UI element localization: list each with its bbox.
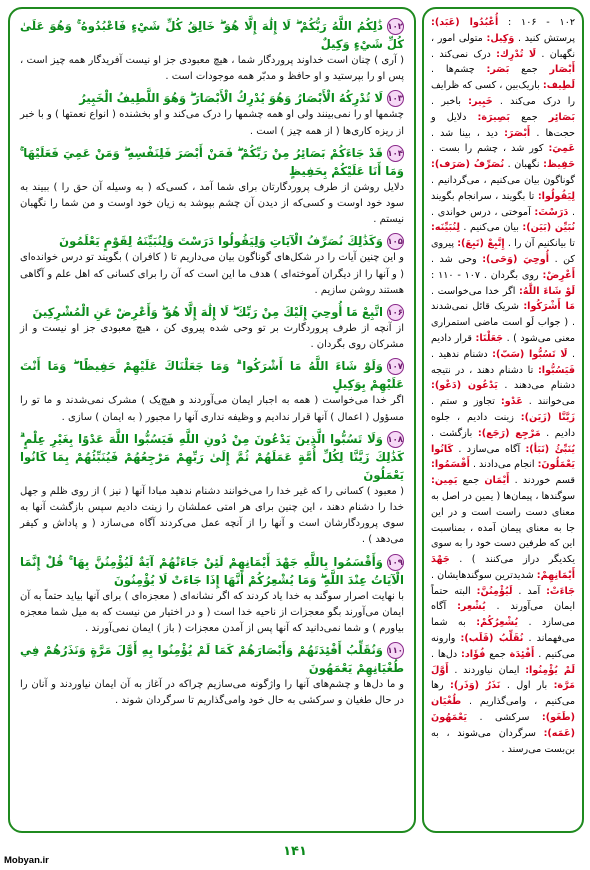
glossary-meaning: سوگندها ، پیمان‌ها ( یمین در اصل به معنای دست راست است و در این جا به معنای پیمان آمده ، بمناسبت این که طرفین دست خود را به سوی یکدیگر دراز می‌کنند ) . [431, 490, 575, 566]
verse-translation: ( آری ) چنان است خداوند پروردگار شما ، هیچ معبودی جز او نیست آفریدگار همه چیز است ، پس او را بپرستید و او حافظ و مدبّر همه موجودات است . [20, 55, 404, 83]
glossary-word: لَمْ يُؤْمِنُوا: [525, 664, 575, 676]
verse-arabic-text: وَكَذَٰلِكَ نُصَرِّفُ الْآيَاتِ وَلِيَقُولُوا دَرَسْتَ وَلِنُبَيِّنَهُ لِقَوْمٍ يَعْلَمُونَ [59, 234, 383, 249]
verse-arabic [20, 303, 404, 321]
verse-translation: دلایل روشن از طرف پروردگارتان برای شما آمد ، کسی‌که ( به وسیله آن حق را ) ببیند به سود خود اوست و کسی‌که از دیدن آن چشم بپوشد به زیان خود اوست و من شما را نگهبان نیستم . [20, 181, 404, 226]
verse-translation: و ما دل‌ها و چشم‌های آنها را واژگونه می‌سازیم چراکه در آغاز به آن ایمان نیاوردند و آنان را در حال طغیان و سرکشی به حال خود وامی‌گذاریم تا سرگردان شوند . [20, 679, 404, 707]
glossary-word: نَذَرُ (وَذَر): [450, 680, 501, 692]
verse-number-badge: ۱۰۶ [387, 304, 404, 321]
glossary-word: جَعَلْنَا: [475, 332, 504, 344]
glossary-word: نُبَيِّن (بَيَن): [522, 222, 575, 234]
glossary-meaning: رها می‌کنیم ، وامی‌گذاریم . [431, 680, 575, 708]
verse-arabic [20, 144, 404, 180]
glossary-meaning: انجام می‌دادند . [469, 459, 538, 471]
glossary-word: لَا تُدْرِك: [496, 48, 537, 60]
glossary-panel [422, 7, 584, 833]
glossary-word: يَدْعُون (دَعْو): [431, 380, 498, 392]
verse-arabic-text: وَلَا تَسُبُّوا الَّذِينَ يَدْعُونَ مِنْ دُونِ اللَّهِ فَيَسُبُّوا اللَّهَ عَدْوًا بِغَيْرِ عِلْمٍ ۗ كَذَٰلِكَ زَيَّنَّا لِكُلِّ أُمَّةٍ عَمَلَهُمْ ثُمَّ إِلَىٰ رَبِّهِمْ مَرْجِعُهُمْ فَيُنَبِّئُهُمْ بِمَا كَانُوا يَعْمَلُونَ [20, 431, 404, 482]
watermark: Mobyan.ir [4, 855, 49, 866]
glossary-word: لِيَقُولُوا: [537, 190, 575, 202]
glossary-word: أُوحِيَ (وَحَى): [482, 253, 550, 265]
glossary-word: أَيْمَان [484, 475, 510, 487]
verse-arabic [20, 89, 404, 107]
verse-arabic-text: وَلَوْ شَاءَ اللَّهُ مَا أَشْرَكُوا ۗ وَمَا جَعَلْنَاكَ عَلَيْهِمْ حَفِيظًا ۖ وَمَا أَنْتَ عَلَيْهِمْ بِوَكِيلٍ [20, 359, 404, 392]
glossary-word: يَمِين: [431, 475, 458, 487]
glossary-meaning: چشم‌ها . [431, 64, 487, 76]
glossary-meaning: نگهبان . [504, 159, 544, 171]
verse-number-badge: ۱۰۹ [387, 554, 404, 571]
glossary-meaning: ۱۰۷ - ۱۱۰ : [431, 269, 481, 281]
glossary-meaning: شدیدترین سوگندهایشان . [431, 569, 537, 581]
verses-list [10, 9, 414, 720]
glossary-word: طُغْيَان (طَغَو): [431, 696, 575, 724]
verse-arabic-text: وَأَقْسَمُوا بِاللَّهِ جَهْدَ أَيْمَانِهِمْ لَئِنْ جَاءَتْهُمْ آيَةٌ لَيُؤْمِنُنَّ بِهَا ۚ قُلْ إِنَّمَا الْآيَاتُ عِنْدَ اللَّهِ ۖ وَمَا يُشْعِرُكُمْ أَنَّهَا إِذَا جَاءَتْ لَا يُؤْمِنُونَ [20, 554, 404, 587]
glossary-word: دَرَسْتَ: [534, 206, 569, 218]
glossary-meaning: وارونه می‌کنیم . [431, 633, 576, 660]
glossary-meaning: آگاه می‌سازد . [431, 601, 576, 629]
glossary-meaning: باخبر . [431, 95, 469, 107]
glossary-word: يُنَبِّئُ (نَبَأ): [525, 443, 575, 455]
glossary-meaning: زینت دادیم ، جلوه دادیم . [431, 411, 575, 439]
verse-arabic-text: ذَٰلِكُمُ اللَّهُ رَبُّكُمْ ۖ لَا إِلَٰهَ إِلَّا هُوَ ۖ خَالِقُ كُلِّ شَيْءٍ فَاعْبُدُوهُ ۚ وَهُوَ عَلَىٰ كُلِّ شَيْءٍ وَكِيلٌ [20, 19, 404, 51]
glossary-word: حَفِيظ: [543, 159, 575, 171]
verse-arabic-text: اتَّبِعْ مَا أُوحِيَ إِلَيْكَ مِنْ رَبِّكَ ۖ لَا إِلَٰهَ إِلَّا هُوَ ۖ وَأَعْرِضْ عَنِ الْمُشْرِكِينَ [32, 305, 383, 320]
glossary-meaning: می‌خوانند . [522, 396, 575, 408]
glossary-meaning: قسم خوردند . [509, 475, 575, 487]
glossary-word: أَبْصَار [549, 64, 575, 76]
glossary-meaning: اگر خدا می‌خواست . [431, 285, 520, 297]
glossary-word: عَدْو: [500, 396, 523, 408]
glossary-word: مَا أَشْرَكُوا: [523, 301, 575, 313]
glossary-meaning: دل‌ها . [431, 648, 461, 660]
glossary-word: أُعْبُدُوا (عَبَد): [431, 17, 499, 28]
verse-translation: اگر خدا می‌خواست ( همه به اجبار ایمان می‌آوردند و هیچ‌یک ) مشرک نمی‌شدند و ما تو را مسؤول ( اعمال ) آنها قرار ندادیم و وظیفه نداری آنها را مجبور ( به ایمان ) سازی . [20, 395, 404, 423]
glossary-meaning: سرکشی . [467, 712, 542, 724]
glossary-meaning: سرگردان می‌شوند ، به بن‌بست می‌رسند . [431, 727, 575, 755]
glossary-word: بَصِيرَة: [477, 111, 510, 123]
verse-translation: با نهایت اصرار سوگند به خدا یاد کردند که اگر نشانه‌ای ( معجزه‌ای ) برای آنها بیاید حتماً به آن ایمان می‌آورند بگو معجزات از ناحیه خدا است ( و در اختیار من نیست که به میل شما معجزه بیاورم ) و شما نمی‌دانید که آنها پس از آمدن معجزات ( باز ) ایمان نمی‌آورند . [20, 590, 404, 635]
verse-arabic [20, 430, 404, 484]
glossary-text [431, 15, 575, 757]
glossary-word: مَرْجِع (رَجَع): [477, 427, 541, 439]
glossary-meaning: گوناگون بیان می‌کنیم ، می‌گردانیم . [431, 174, 575, 186]
glossary-meaning: جمع [485, 648, 510, 660]
glossary-word: لَطِيف: [542, 80, 575, 92]
verse-translation: ( معبود ) کسانی را که غیر خدا را می‌خوانند دشنام ندهید مبادا آنها ( نیز ) از روی ظلم و جهل خدا را دشنام دهند ، این چنین برای هر امتی عملشان را زینت دادیم سپس بازگشت آنها به سوی پروردگارشان است و آنها را از آنچه عمل می‌کردند آگاه می‌سازد ( و پاداش و کیفر می‌دهد ) . [20, 485, 404, 546]
glossary-word: يُشْعِرُكُمْ: [476, 617, 518, 629]
verse-number-badge: ۱۰۵ [387, 233, 404, 250]
glossary-meaning: وحی شد . [431, 253, 483, 265]
page-frame [6, 5, 584, 841]
verse-arabic-text: وَنُقَلِّبُ أَفْئِدَتَهُمْ وَأَبْصَارَهُمْ كَمَا لَمْ يُؤْمِنُوا بِهِ أَوَّلَ مَرَّةٍ وَنَذَرُهُمْ فِي طُغْيَانِهِمْ يَعْمَهُونَ [20, 643, 404, 676]
glossary-meaning: البته حتماً ایمان می‌آورند . [431, 585, 576, 613]
verse-arabic-text: لَا تُدْرِكُهُ الْأَبْصَارُ وَهُوَ يُدْرِكُ الْأَبْصَارَ ۖ وَهُوَ اللَّطِيفُ الْخَبِيرُ [79, 91, 383, 106]
verse-number-badge: ۱۰۲ [387, 18, 404, 35]
verse-arabic [20, 232, 404, 250]
glossary-word: إِتَّبِعْ (تَبِعَ): [457, 238, 505, 250]
glossary-meaning: بار اول . [500, 680, 554, 692]
verse-arabic [20, 553, 404, 589]
glossary-word: يَعْمَهُونَ (عَمَه): [431, 712, 575, 739]
glossary-meaning: جمع [509, 64, 550, 76]
glossary-meaning: باریک‌بین ، کسی که ظرایف را درک می‌کند . [431, 80, 575, 107]
verse-number-badge: ۱۱۰ [387, 642, 404, 659]
glossary-meaning: شریک قائل نمی‌شدند . ( جواب لَو است ماضی استمراری معنی می‌شود ) . [431, 301, 575, 344]
glossary-meaning: به شما می‌فهماند . [431, 617, 575, 645]
glossary-word: أَوَّلَ مَرَّة: [431, 664, 576, 692]
glossary-word: أَفْئِدَة [509, 648, 535, 660]
glossary-word: وَكِيل: [486, 32, 515, 44]
verse-arabic [20, 17, 404, 53]
verse-arabic [20, 357, 404, 393]
glossary-meaning: تا دشنام دهند ، در نتیجه دشنام می‌دهند . [431, 364, 575, 392]
glossary-meaning: بیان می‌کنیم . [459, 222, 523, 234]
glossary-meaning: ایمان نیاوردند . [448, 664, 526, 676]
glossary-word: أَبْصَرَ: [504, 127, 531, 139]
verses-panel [8, 7, 416, 833]
glossary-meaning: آمد . [512, 585, 547, 597]
glossary-meaning: تا بیانکنیم آن را . [504, 238, 575, 250]
glossary-meaning: ۱۰۲ - ۱۰۶ : [498, 17, 576, 28]
verse-number-badge: ۱۰۸ [387, 431, 404, 448]
glossary-meaning: دید ، بینا شد . [431, 127, 505, 139]
glossary-meaning: جمع [509, 111, 549, 123]
verse-translation: چشمها او را نمی‌بینند ولی او همه چشمها را درک می‌کند و او بخشنده ( انواع نعمتها ) و با خبر از ریزه کاری‌ها ( از همه چیز ) است . [20, 109, 404, 137]
glossary-meaning: جمع [457, 475, 485, 487]
glossary-word: فُؤَاد: [461, 648, 486, 660]
verse-number-badge: ۱۰۷ [387, 358, 404, 375]
verse-number-badge: ۱۰۳ [387, 90, 404, 107]
glossary-word: زَيَّنَّا (زَيَن): [520, 411, 575, 423]
glossary-word: جَهْدَ أَيْمَانِهِمْ: [431, 554, 575, 581]
glossary-word: نُقَلِّبُ (قَلَب): [460, 633, 524, 645]
glossary-word: فَيَسُبُّوا: [537, 364, 575, 376]
page-number: ۱۴۱ [283, 844, 307, 859]
glossary-meaning: دلایل و حجت‌ها . [431, 111, 575, 139]
glossary-meaning: دشنام ندهید . [431, 348, 493, 360]
glossary-meaning: تا بگویند ، سرانجام بگویند . [431, 190, 575, 218]
glossary-word: لَا تَسُبُّوا (سَبّ): [492, 348, 568, 360]
glossary-word: جَاءَتْ: [546, 585, 575, 597]
verse-arabic-text: قَدْ جَاءَكُمْ بَصَائِرُ مِنْ رَبِّكُمْ ۖ فَمَنْ أَبْصَرَ فَلِنَفْسِهِ ۖ وَمَنْ عَمِيَ فَعَلَيْهَا ۚ وَمَا أَنَا عَلَيْكُمْ بِحَفِيظٍ [20, 145, 404, 178]
glossary-meaning: پرستش کنید . [514, 32, 575, 44]
glossary-word: نُصَرِّفُ (صَرَف): [431, 159, 505, 171]
glossary-word: كَانُوا يَعْمَلُونَ: [431, 443, 575, 471]
glossary-word: لِنُبَيِّنَه: [431, 222, 460, 234]
glossary-word: بَصَر: [486, 64, 510, 76]
verse-arabic [20, 641, 404, 677]
glossary-word: يُشْعِر: [457, 601, 486, 613]
verse-number-badge: ۱۰۴ [387, 145, 404, 162]
glossary-word: بَصَائِر [548, 111, 575, 123]
glossary-meaning: آگاه می‌سازد . [453, 443, 526, 455]
glossary-word: عَمِيَ: [548, 143, 575, 155]
glossary-meaning: قرار دادیم . [431, 332, 576, 360]
glossary-meaning: آموختی ، درس خواندی . [431, 206, 535, 218]
glossary-meaning: تجاوز و ستم . [431, 396, 501, 408]
glossary-meaning: کور شد ، چشم را بست . [431, 143, 549, 155]
glossary-word: خَبِير: [468, 95, 493, 107]
glossary-word: لَيُؤْمِنُنَّ: [476, 585, 513, 597]
glossary-meaning: متولی امور ، نگهبان . [431, 32, 575, 60]
glossary-meaning: بازگشت . [431, 427, 478, 439]
verse-translation: از آنچه از طرف پروردگارت بر تو وحی شده پیروی کن ، هیچ معبودی جز او نیست و از مشرکان روی بگردان . [20, 323, 404, 351]
glossary-word: أَعْرِضْ: [542, 269, 575, 281]
glossary-meaning: روی بگردان . [480, 269, 543, 281]
verse-translation: و این چنین آیات را در شکل‌های گوناگون بیان می‌داریم تا ( کافران ) بگویند تو درس خوانده‌ای ( و آنها را از دیگران آموخته‌ای ) هدف ما این است که آن را برای کسانی که اهل علم و آگاهی هستند روشن سازیم . [20, 252, 404, 296]
glossary-word: لَوْ شَاءَ اللَّهُ: [519, 285, 575, 297]
glossary-meaning: درک نمی‌کند . [431, 48, 497, 60]
glossary-word: أَقْسَمُوا: [430, 459, 470, 471]
glossary-meaning: پیروی کن . [431, 238, 575, 265]
